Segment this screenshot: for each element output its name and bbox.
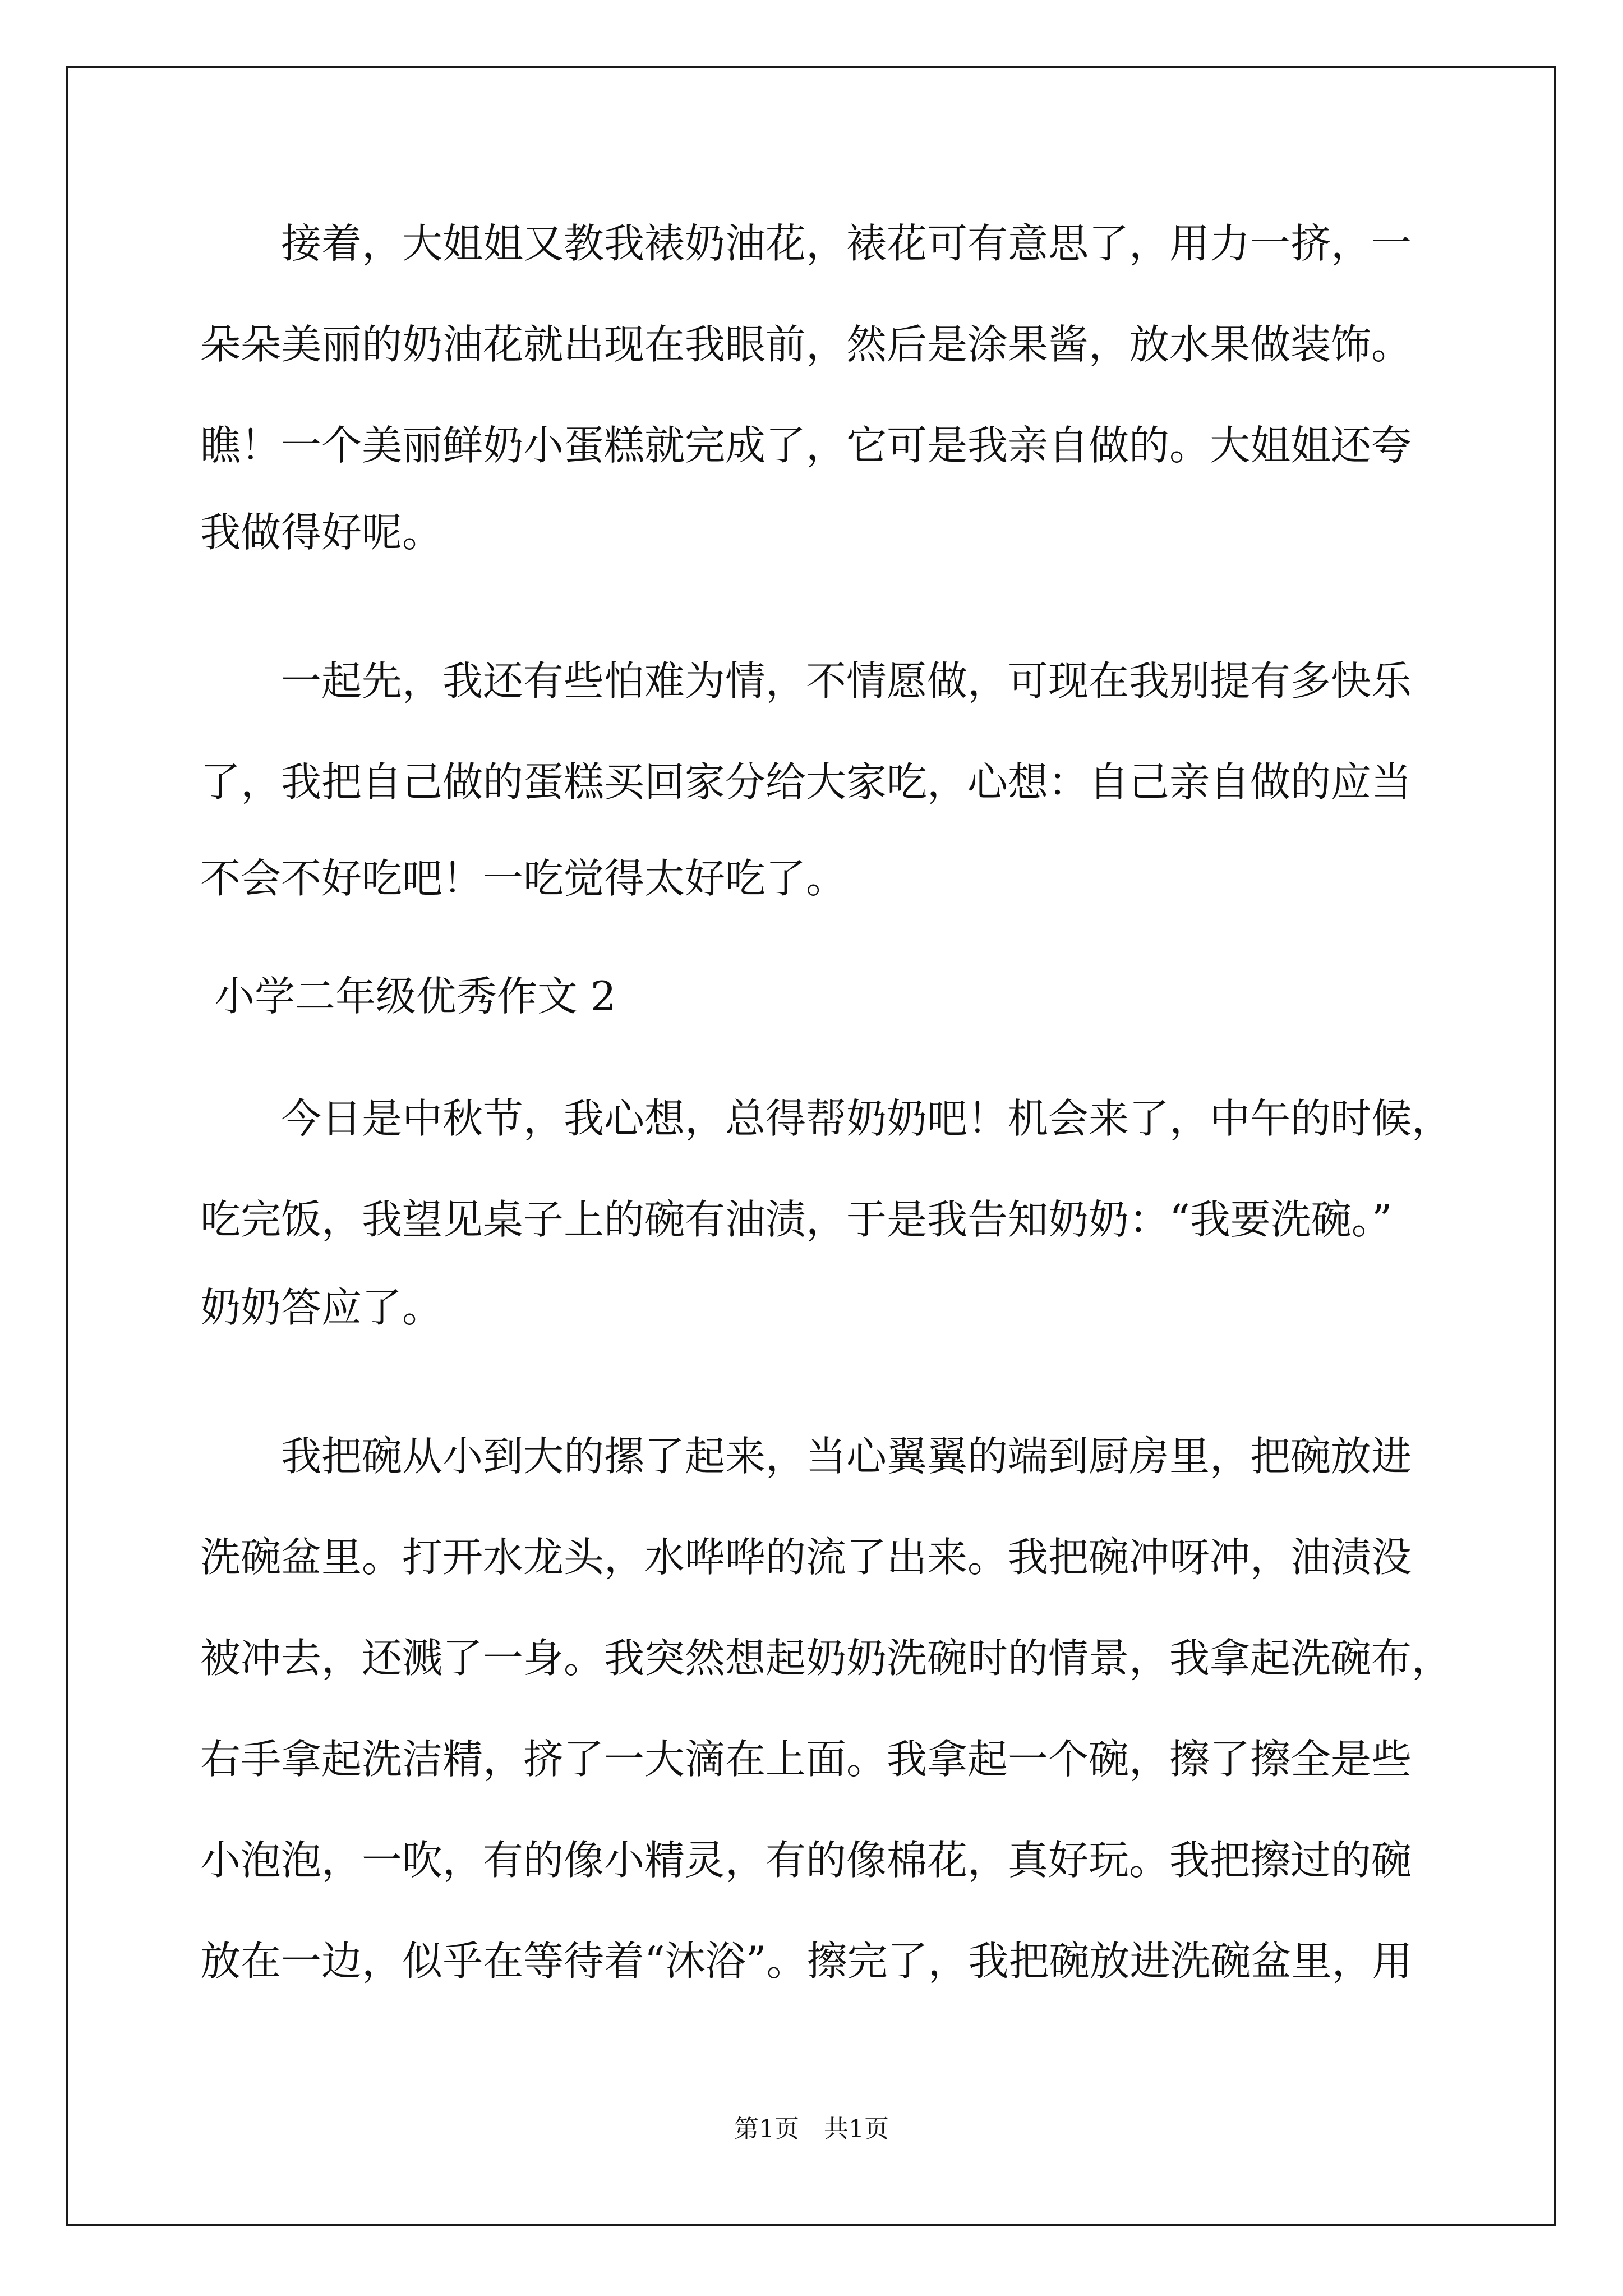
text-line: 不会不好吃吧！一吃觉得太好吃了。	[200, 855, 847, 902]
text-line: 瞧！一个美丽鲜奶小蛋糕就完成了，它可是我亲自做的。大姐姐还夸	[200, 422, 1412, 469]
text-line: 洗碗盆里。打开水龙头，水哗哗的流了出来。我把碗冲呀冲，油渍没	[200, 1534, 1412, 1581]
text-line: 右手拿起洗洁精，挤了一大滴在上面。我拿起一个碗，擦了擦全是些	[200, 1736, 1412, 1783]
text-line: 接着，大姐姐又教我裱奶油花，裱花可有意思了，用力一挤，一	[281, 220, 1412, 267]
text-line: 吃完饭，我望见桌子上的碗有油渍，于是我告知奶奶：“我要洗碗。”	[200, 1196, 1393, 1243]
text-line: 今日是中秋节，我心想，总得帮奶奶吧！机会来了，中午的时候，	[281, 1095, 1453, 1142]
text-line: 我把碗从小到大的摞了起来，当心翼翼的端到厨房里，把碗放进	[281, 1433, 1412, 1480]
text-line: 被冲去，还溅了一身。我突然想起奶奶洗碗时的情景，我拿起洗碗布，	[200, 1635, 1453, 1682]
text-line: 一起先，我还有些怕难为情，不情愿做，可现在我别提有多快乐	[281, 657, 1412, 705]
text-line: 了，我把自己做的蛋糕买回家分给大家吃，心想：自己亲自做的应当	[200, 758, 1412, 806]
section-heading: 小学二年级优秀作文 2	[214, 973, 616, 1020]
text-line: 奶奶答应了。	[200, 1284, 443, 1331]
text-line: 小泡泡，一吹，有的像小精灵，有的像棉花，真好玩。我把擦过的碗	[200, 1837, 1412, 1884]
text-line: 朵朵美丽的奶油花就出现在我眼前，然后是涂果酱，放水果做装饰。	[200, 321, 1412, 368]
page-number: 第1页 共1页	[734, 2115, 889, 2143]
text-line: 放在一边，似乎在等待着“沐浴”。擦完了，我把碗放进洗碗盆里，用	[200, 1938, 1413, 1985]
text-line: 我做得好呢。	[200, 509, 443, 556]
